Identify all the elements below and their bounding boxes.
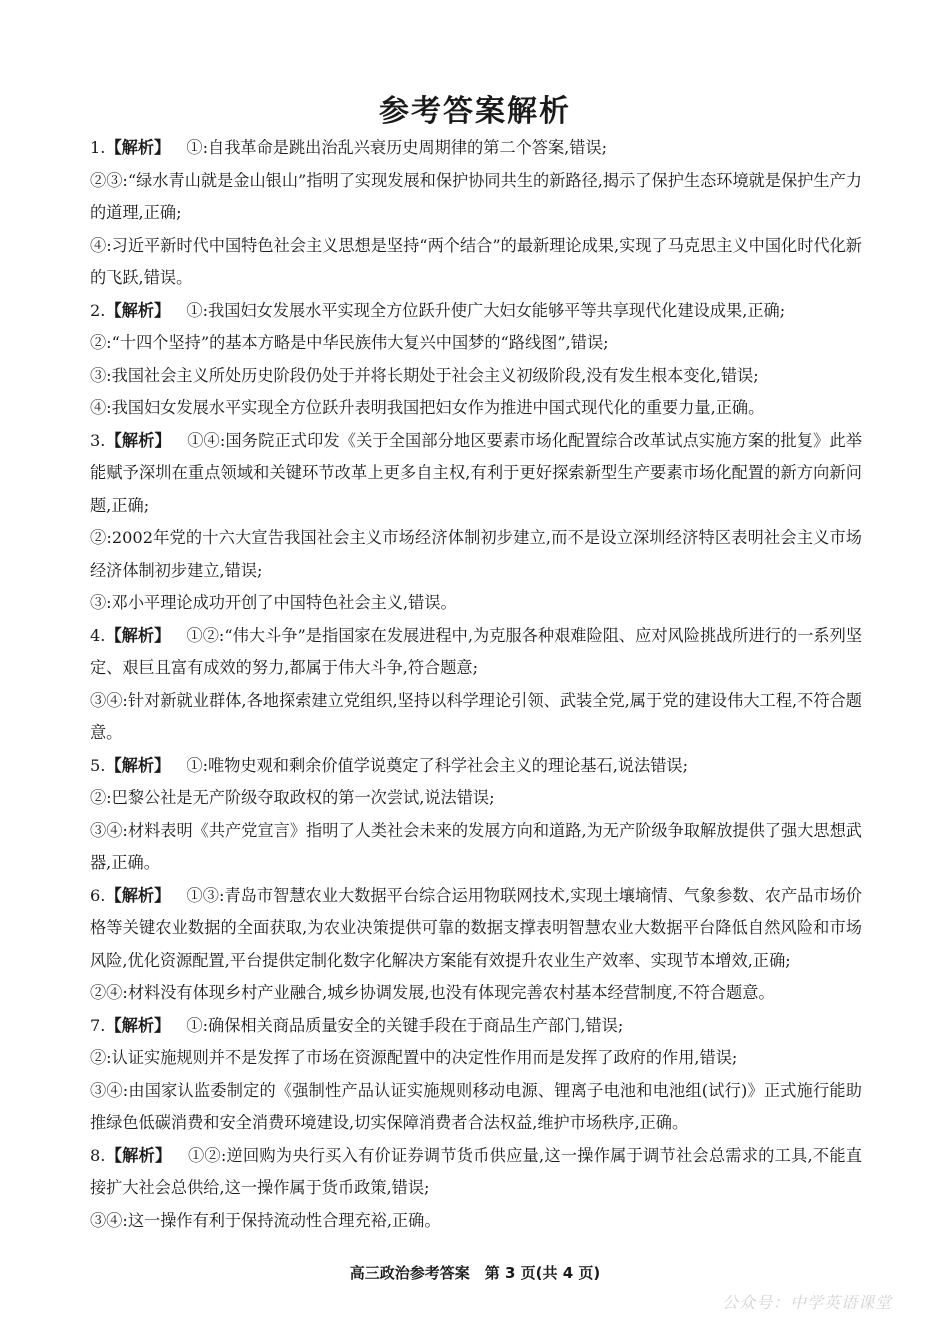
answer-paragraph bbox=[90, 165, 862, 230]
answer-content bbox=[90, 132, 862, 1237]
answer-item-2 bbox=[90, 295, 862, 328]
paragraph-text: ①③:青岛市智慧农业大数据平台综合运用物联网技术,实现土壤墒情、气象参数、农产品市场价格等关键农业数据的全面获取,为农业决策提供可靠的数据支撑表明智慧农业大数据平台降低自然风险和市场风险,优化资源配置,平台提供定制化数字化解决方案能有效提升农业生产效率、实现节本增效,正确; bbox=[90, 885, 862, 970]
paragraph-text: ①:我国妇女发展水平实现全方位跃升使广大妇女能够平等共享现代化建设成果,正确; bbox=[186, 300, 786, 320]
paragraph-text: ②:“十四个坚持”的基本方略是中华民族伟大复兴中国梦的“路线图”,错误; bbox=[90, 333, 609, 352]
analysis-label: 【解析】 bbox=[105, 1145, 172, 1165]
analysis-label: 【解析】 bbox=[105, 1015, 171, 1035]
answer-paragraph bbox=[90, 522, 862, 587]
item-number: 6. bbox=[90, 885, 106, 905]
page-footer: 高三政治参考答案 第 3 页(共 4 页) bbox=[349, 1264, 601, 1282]
watermark-text: 公众号：中学英语课堂 bbox=[721, 1293, 892, 1312]
answer-paragraph bbox=[90, 1042, 862, 1075]
item-number: 2. bbox=[90, 300, 106, 320]
answer-paragraph bbox=[90, 230, 862, 295]
answer-paragraph bbox=[90, 685, 862, 750]
answer-paragraph bbox=[90, 392, 862, 425]
answer-item-8 bbox=[90, 1140, 862, 1205]
paragraph-text: ③:我国社会主义所处历史阶段仍处于并将长期处于社会主义初级阶段,没有发生根本变化,错误; bbox=[90, 365, 759, 385]
analysis-label: 【解析】 bbox=[105, 300, 171, 320]
answer-paragraph bbox=[90, 782, 862, 815]
paragraph-text: ①②:“伟大斗争”是指国家在发展进程中,为克服各种艰难险阻、应对风险挑战所进行的一系列坚定、艰巨且富有成效的努力,都属于伟大斗争,符合题意; bbox=[90, 625, 863, 677]
paragraph-text: ③④:由国家认监委制定的《强制性产品认证实施规则移动电源、锂离子电池和电池组(试行)》正式施行能助推绿色低碳消费和安全消费环境建设,切实保障消费者合法权益,维护市场秩序,正确。 bbox=[90, 1080, 862, 1132]
answer-item-3 bbox=[90, 425, 862, 523]
answer-paragraph bbox=[90, 587, 862, 620]
answer-paragraph bbox=[90, 1075, 862, 1140]
answer-item-7 bbox=[90, 1010, 862, 1043]
item-number: 1. bbox=[90, 138, 106, 157]
analysis-label: 【解析】 bbox=[105, 138, 171, 157]
paragraph-text: ②③:“绿水青山就是金山银山”指明了实现发展和保护协同共生的新路径,揭示了保护生态环境就是保护生产力的道理,正确; bbox=[90, 170, 862, 222]
analysis-label: 【解析】 bbox=[105, 755, 171, 775]
paragraph-text: ①:唯物史观和剩余价值学说奠定了科学社会主义的理论基石,说法错误; bbox=[186, 755, 689, 775]
paragraph-text: ④:习近平新时代中国特色社会主义思想是坚持“两个结合”的最新理论成果,实现了马克思主义中国化时代化新的飞跃,错误。 bbox=[90, 235, 862, 287]
paragraph-text: ②:认证实施规则并不是发挥了市场在资源配置中的决定性作用而是发挥了政府的作用,错误; bbox=[90, 1048, 738, 1067]
item-number: 4. bbox=[90, 625, 106, 645]
paragraph-text: ②④:材料没有体现乡村产业融合,城乡协调发展,也没有体现完善农村基本经营制度,不符合题意。 bbox=[90, 983, 775, 1002]
answer-item-4 bbox=[90, 620, 862, 685]
paragraph-text: ③:邓小平理论成功开创了中国特色社会主义,错误。 bbox=[90, 593, 457, 612]
analysis-label: 【解析】 bbox=[105, 885, 171, 905]
item-number: 5. bbox=[90, 755, 106, 775]
answer-paragraph bbox=[90, 360, 862, 393]
answer-paragraph bbox=[90, 327, 862, 360]
item-number: 3. bbox=[90, 430, 106, 450]
answer-item-1 bbox=[90, 132, 862, 165]
paragraph-text: ③④:针对新就业群体,各地探索建立党组织,坚持以科学理论引领、武装全党,属于党的建设伟大工程,不符合题意。 bbox=[90, 690, 862, 742]
paragraph-text: ①④:国务院正式印发《关于全国部分地区要素市场化配置综合改革试点实施方案的批复》此举能赋予深圳在重点领域和关键环节改革上更多自主权,有利于更好探索新型生产要素市场化配置的新方向新问题,正确; bbox=[90, 430, 863, 515]
answer-paragraph bbox=[90, 977, 862, 1010]
paragraph-text: ②:2002年党的十六大宣告我国社会主义市场经济体制初步建立,而不是设立深圳经济特区表明社会主义市场经济体制初步建立,错误; bbox=[90, 528, 862, 580]
answer-item-6 bbox=[90, 880, 862, 978]
analysis-label: 【解析】 bbox=[105, 625, 171, 645]
paragraph-text: ④:我国妇女发展水平实现全方位跃升表明我国把妇女作为推进中国式现代化的重要力量,正确。 bbox=[90, 398, 765, 417]
answer-item-5 bbox=[90, 750, 862, 783]
paragraph-text: ②:巴黎公社是无产阶级夺取政权的第一次尝试,说法错误; bbox=[90, 788, 495, 807]
paragraph-text: ③④:材料表明《共产党宣言》指明了人类社会未来的发展方向和道路,为无产阶级争取解放提供了强大思想武器,正确。 bbox=[90, 820, 862, 872]
answer-paragraph bbox=[90, 815, 862, 880]
item-number: 8. bbox=[90, 1145, 106, 1165]
paragraph-text: ①:确保相关商品质量安全的关键手段在于商品生产部门,错误; bbox=[186, 1015, 624, 1035]
answer-paragraph bbox=[90, 1205, 862, 1238]
analysis-label: 【解析】 bbox=[105, 430, 171, 450]
page-title: 参考答案解析 bbox=[379, 94, 571, 129]
paragraph-text: ①②:逆回购为央行买入有价证券调节货币供应量,这一操作属于调节社会总需求的工具,不能直接扩大社会总供给,这一操作属于货币政策,错误; bbox=[90, 1145, 863, 1197]
item-number: 7. bbox=[90, 1015, 106, 1035]
paragraph-text: ①:自我革命是跳出治乱兴衰历史周期律的第二个答案,错误; bbox=[186, 138, 608, 157]
paragraph-text: ③④:这一操作有利于保持流动性合理充裕,正确。 bbox=[90, 1210, 441, 1230]
